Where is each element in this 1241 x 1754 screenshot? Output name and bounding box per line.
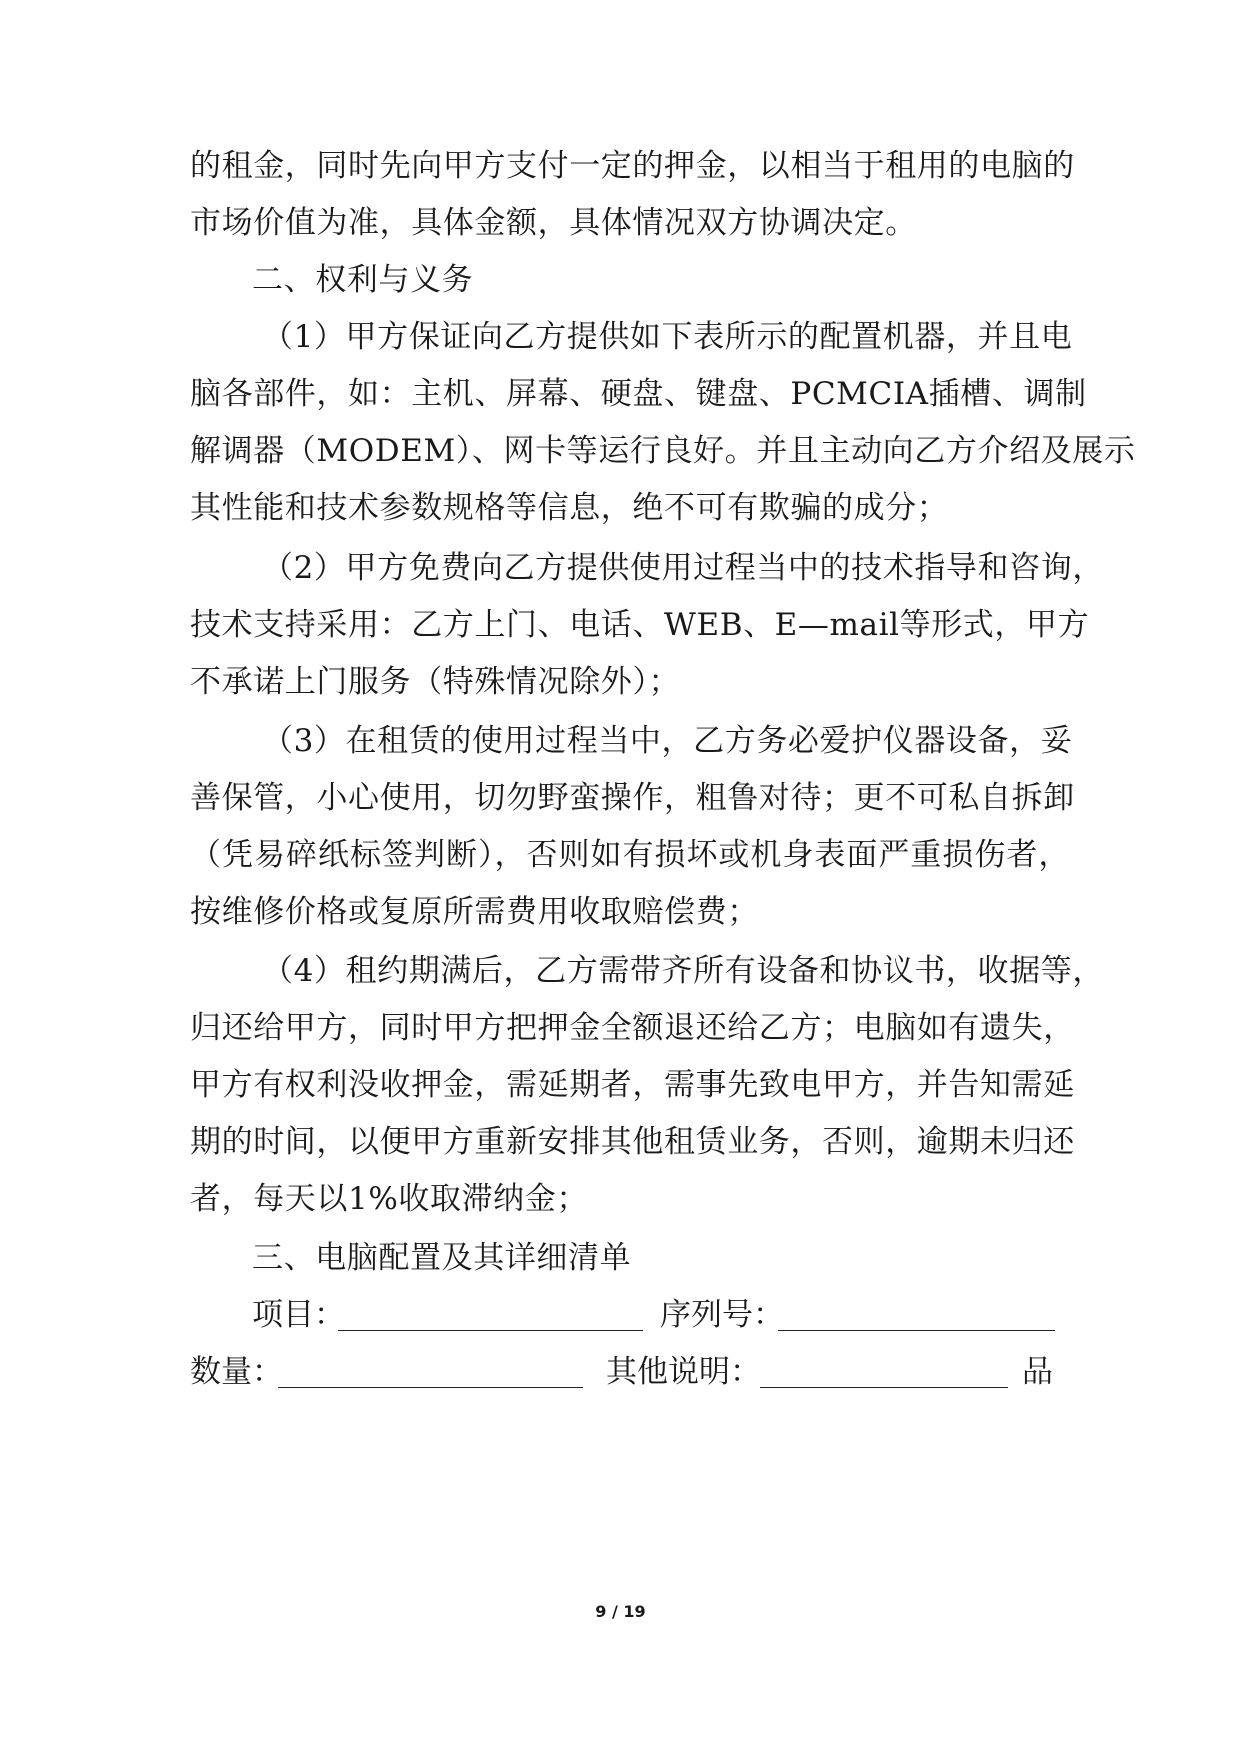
- paragraph-line: （1）甲方保证向乙方提供如下表所示的配置机器，并且电: [262, 319, 1073, 355]
- section-heading: 二、权利与义务: [252, 262, 474, 298]
- paragraph-line: 市场价值为准，具体金额，具体情况双方协调决定。: [190, 205, 917, 241]
- paragraph-line: 其性能和技术参数规格等信息，绝不可有欺骗的成分；: [190, 490, 949, 526]
- paragraph-line: 期的时间，以便甲方重新安排其他租赁业务，否则，逾期未归还: [190, 1124, 1075, 1160]
- paragraph-line: （4）租约期满后，乙方需带齐所有设备和协议书，收据等，: [262, 953, 1104, 989]
- paragraph-line: 者，每天以1%收取滞纳金；: [190, 1181, 588, 1217]
- paragraph-line: （凭易碎纸标签判断），否则如有损坏或机身表面严重损伤者，: [190, 837, 1070, 873]
- paragraph-line: 不承诺上门服务（特殊情况除外）；: [190, 664, 681, 700]
- section-heading: 三、电脑配置及其详细清单: [252, 1240, 632, 1276]
- trailing-text: 品: [1022, 1354, 1053, 1390]
- paragraph-line: （2）甲方免费向乙方提供使用过程当中的技术指导和咨询，: [262, 550, 1104, 586]
- item-blank[interactable]: [338, 1330, 643, 1331]
- paragraph-line: 技术支持采用：乙方上门、电话、WEB、E—mail等形式，甲方: [190, 607, 1090, 643]
- page-number: 9 / 19: [595, 1602, 646, 1621]
- paragraph-line: 按维修价格或复原所需费用收取赔偿费；: [190, 894, 759, 930]
- serial-blank[interactable]: [778, 1330, 1055, 1331]
- paragraph-line: 脑各部件，如：主机、屏幕、硬盘、键盘、PCMCIA插槽、调制: [190, 376, 1087, 412]
- quantity-blank[interactable]: [278, 1387, 583, 1388]
- paragraph-line: 的租金，同时先向甲方支付一定的押金，以相当于租用的电脑的: [190, 148, 1075, 184]
- item-label: 项目：: [252, 1297, 345, 1333]
- quantity-label: 数量：: [190, 1354, 283, 1390]
- paragraph-line: 归还给甲方，同时甲方把押金全额退还给乙方；电脑如有遗失，: [190, 1010, 1075, 1046]
- serial-label: 序列号：: [660, 1297, 784, 1333]
- paragraph-line: 善保管，小心使用，切勿野蛮操作，粗鲁对待；更不可私自拆卸: [190, 780, 1075, 816]
- paragraph-line: 解调器（MODEM）、网卡等运行良好。并且主动向乙方介绍及展示: [190, 433, 1136, 469]
- paragraph-line: 甲方有权利没收押金，需延期者，需事先致电甲方，并告知需延: [190, 1067, 1075, 1103]
- other-label: 其他说明：: [606, 1354, 761, 1390]
- paragraph-line: （3）在租赁的使用过程当中，乙方务必爱护仪器设备，妥: [262, 723, 1073, 759]
- other-blank[interactable]: [760, 1387, 1008, 1388]
